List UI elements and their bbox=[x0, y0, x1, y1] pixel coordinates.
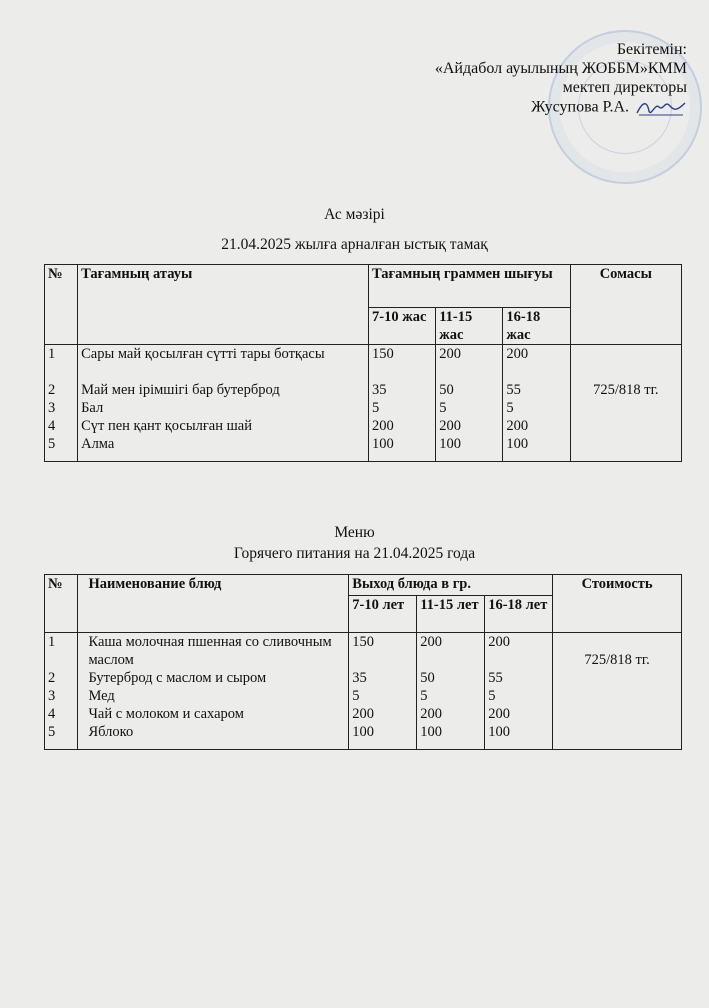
col-header-no: № bbox=[45, 575, 78, 633]
portion-value: 200 bbox=[506, 346, 529, 362]
row-number: 5 bbox=[48, 724, 56, 740]
ru-menu-subtitle: Горячего питания на 21.04.2025 года bbox=[233, 545, 476, 562]
portion-value: 200 bbox=[439, 346, 461, 362]
row-number: 4 bbox=[48, 706, 56, 722]
col-header-output: Выход блюда в гр. bbox=[349, 575, 553, 596]
ru-menu-title: Меню bbox=[334, 524, 375, 541]
dish-name: Бал bbox=[81, 400, 104, 416]
signature-image bbox=[635, 97, 687, 119]
dish-name: Каша молочная пшенная со сливочным маслом bbox=[88, 634, 332, 668]
col-header-no: № bbox=[45, 265, 78, 345]
portion-value: 55 bbox=[488, 670, 503, 686]
dish-name: Сүт пен қант қосылған шай bbox=[81, 418, 252, 434]
dish-name: Яблоко bbox=[88, 724, 134, 740]
portion-value: 35 bbox=[372, 382, 387, 398]
portion-value: 200 bbox=[488, 634, 510, 650]
portion-value: 200 bbox=[488, 706, 510, 722]
portion-value: 100 bbox=[372, 436, 394, 452]
portion-value: 5 bbox=[420, 688, 428, 704]
age-header: 16-18 лет bbox=[485, 596, 553, 633]
col-header-price: Стоимость bbox=[553, 575, 682, 633]
price-value: 725/818 тг. bbox=[570, 345, 681, 462]
row-number: 5 bbox=[48, 436, 56, 452]
portion-value: 50 bbox=[420, 670, 435, 686]
portion-value: 100 bbox=[439, 436, 461, 452]
row-number: 2 bbox=[48, 382, 56, 398]
ru-menu-table bbox=[44, 574, 682, 750]
portion-value: 200 bbox=[439, 418, 461, 434]
row-number: 4 bbox=[48, 418, 56, 434]
portion-value: 150 bbox=[372, 346, 394, 362]
age-header: 16-18 жас bbox=[503, 308, 570, 345]
col-header-name: Наименование блюд bbox=[78, 575, 349, 633]
kz-menu-title: Ас мәзірі bbox=[324, 206, 385, 223]
portion-value: 150 bbox=[352, 634, 375, 650]
portion-value: 100 bbox=[488, 724, 510, 740]
portion-value: 100 bbox=[506, 436, 529, 452]
portion-value: 50 bbox=[439, 382, 454, 398]
age-header: 11-15 лет bbox=[417, 596, 485, 633]
dish-name: Мед bbox=[88, 688, 115, 704]
dish-name: Чай с молоком и сахаром bbox=[88, 706, 244, 722]
portion-value: 5 bbox=[372, 400, 380, 416]
row-number: 1 bbox=[48, 634, 56, 650]
row-number: 2 bbox=[48, 670, 56, 686]
approval-line: «Айдабол ауылының ЖОББМ»КММ bbox=[434, 60, 687, 77]
col-header-output: Тағамның граммен шығуы bbox=[369, 265, 571, 308]
portion-value: 200 bbox=[420, 634, 442, 650]
portion-value: 100 bbox=[352, 724, 375, 740]
kz-menu-table bbox=[44, 264, 682, 462]
portion-value: 35 bbox=[352, 670, 367, 686]
approval-signer: Жусупова Р.А. bbox=[435, 97, 687, 119]
col-header-price: Сомасы bbox=[570, 265, 681, 345]
dish-name: Сары май қосылған сүтті тары ботқасы bbox=[81, 346, 325, 362]
approval-line: Бекітемін: bbox=[616, 41, 687, 58]
portion-value: 100 bbox=[420, 724, 442, 740]
portion-value: 200 bbox=[506, 418, 529, 434]
approval-block bbox=[435, 40, 687, 119]
portion-value: 200 bbox=[352, 706, 375, 722]
price-value: 725/818 тг. bbox=[553, 633, 682, 750]
age-header: 7-10 жас bbox=[369, 308, 436, 345]
portion-value: 5 bbox=[439, 400, 447, 416]
portion-value: 200 bbox=[372, 418, 394, 434]
age-header: 11-15 жас bbox=[436, 308, 503, 345]
col-header-name: Тағамның атауы bbox=[78, 265, 369, 345]
age-header: 7-10 лет bbox=[349, 596, 417, 633]
portion-value: 200 bbox=[420, 706, 442, 722]
row-number: 1 bbox=[48, 346, 56, 362]
portion-value: 5 bbox=[506, 400, 514, 416]
kz-menu-subtitle: 21.04.2025 жылға арналған ыстық тамақ bbox=[221, 236, 488, 253]
portion-value: 5 bbox=[352, 688, 360, 704]
dish-name: Май мен ірімшігі бар бутерброд bbox=[81, 382, 280, 398]
portion-value: 5 bbox=[488, 688, 496, 704]
dish-name: Алма bbox=[81, 436, 115, 452]
approval-line: мектеп директоры bbox=[562, 79, 687, 96]
portion-value: 55 bbox=[506, 382, 521, 398]
row-number: 3 bbox=[48, 688, 56, 704]
dish-name: Бутерброд с маслом и сыром bbox=[88, 670, 267, 686]
row-number: 3 bbox=[48, 400, 56, 416]
